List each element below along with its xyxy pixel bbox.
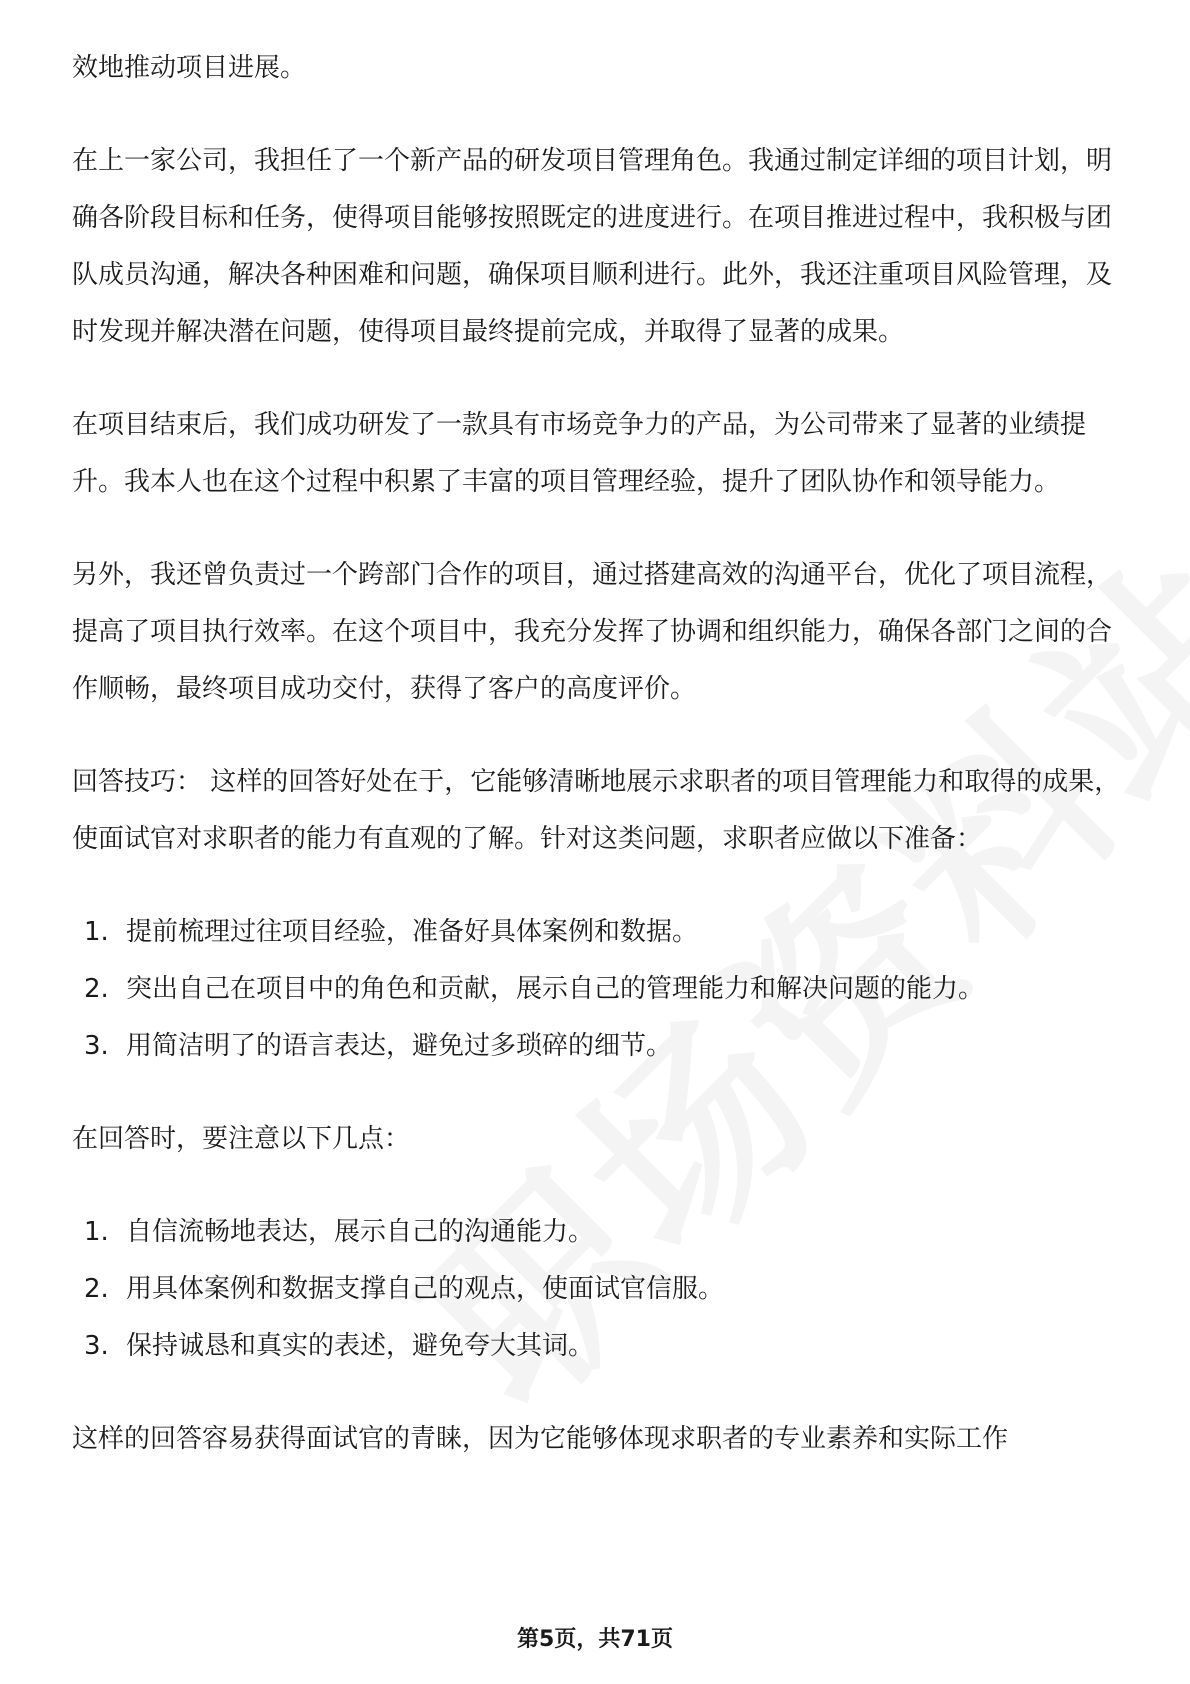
paragraph-answer-tips: 回答技巧： 这样的回答好处在于，它能够清晰地展示求职者的项目管理能力和取得的成果，使面试官对求职者的能力有直观的了解。针对这类问题，求职者应做以下准备： — [72, 767, 1121, 854]
list-text: 突出自己在项目中的角色和贡献，展示自己的管理能力和解决问题的能力。 — [126, 974, 985, 1004]
list-item — [72, 1018, 1122, 1075]
list-item — [72, 1261, 1122, 1318]
paragraph-closing: 这样的回答容易获得面试官的青睐，因为它能够体现求职者的专业素养和实际工作 — [72, 1424, 1009, 1454]
list-text: 自信流畅地表达，展示自己的沟通能力。 — [126, 1217, 595, 1247]
list-item — [72, 904, 1122, 961]
paragraph-continuation: 效地推动项目进展。 — [72, 53, 307, 83]
list-text: 提前梳理过往项目经验，准备好具体案例和数据。 — [126, 917, 699, 947]
paragraph-previous-project: 在上一家公司，我担任了一个新产品的研发项目管理角色。我通过制定详细的项目计划，明确各阶段目标和任务，使得项目能够按照既定的进度进行。在项目推进过程中，我积极与团队成员沟通，解决各种困难和问题，确保项目顺利进行。此外，我还注重项目风险管理，及时发现并解决潜在问题，使得项目最终提前完成，并取得了显著的成果。 — [72, 146, 1113, 347]
list-item — [72, 961, 1122, 1018]
paragraph-cross-department: 另外，我还曾负责过一个跨部门合作的项目，通过搭建高效的沟通平台，优化了项目流程，提高了项目执行效率。在这个项目中，我充分发挥了协调和组织能力，确保各部门之间的合作顺畅，最终项目成功交付，获得了客户的高度评价。 — [72, 560, 1113, 704]
list-text: 用简洁明了的语言表达，避免过多琐碎的细节。 — [126, 1031, 673, 1061]
list-number: 1. — [84, 1217, 109, 1247]
list-number: 2. — [84, 1274, 109, 1304]
list-number: 3. — [84, 1331, 109, 1361]
list-number: 3. — [84, 1031, 109, 1061]
list-number: 1. — [84, 917, 109, 947]
list-item — [72, 1318, 1122, 1375]
list-text: 用具体案例和数据支撑自己的观点，使面试官信服。 — [126, 1274, 725, 1304]
document-body — [72, 40, 1122, 1468]
paragraph-attention: 在回答时，要注意以下几点： — [72, 1124, 411, 1154]
paragraph-project-result: 在项目结束后，我们成功研发了一款具有市场竞争力的产品，为公司带来了显著的业绩提升。我本人也在这个过程中积累了丰富的项目管理经验，提升了团队协作和领导能力。 — [72, 410, 1087, 497]
attention-list — [72, 1204, 1122, 1375]
list-text: 保持诚恳和真实的表述，避免夸大其词。 — [126, 1331, 595, 1361]
list-item — [72, 1204, 1122, 1261]
page-number: 第5页，共71页 — [517, 1627, 673, 1652]
list-number: 2. — [84, 974, 109, 1004]
preparation-list — [72, 904, 1122, 1075]
